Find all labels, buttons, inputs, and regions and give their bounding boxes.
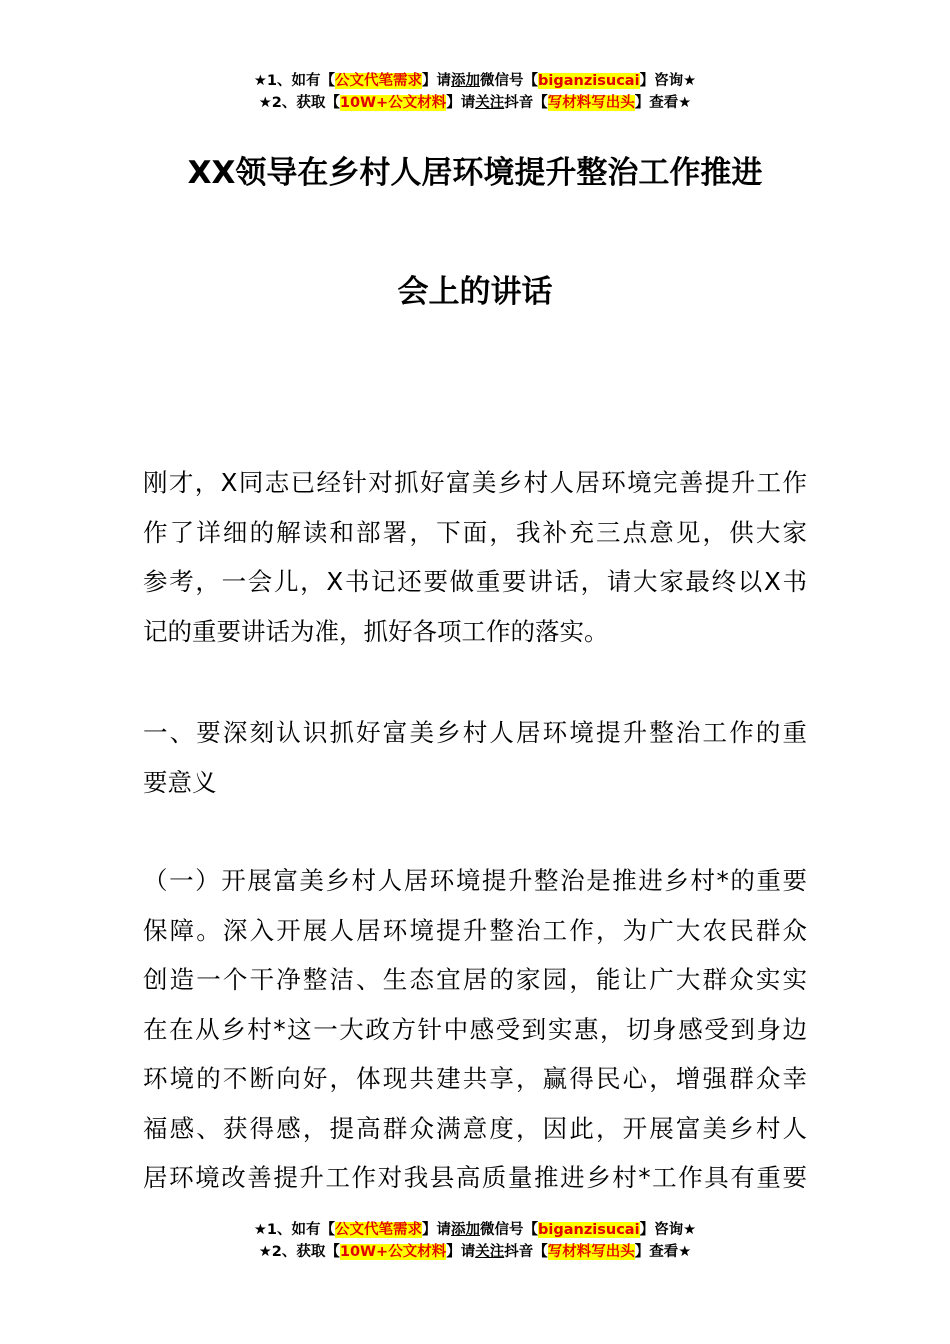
text-line: 保障。深入开展人居环境提升整治工作，为广大农民群众 xyxy=(143,915,807,945)
header-banner xyxy=(0,70,950,114)
banner-highlight: 公文代笔需求 xyxy=(335,73,423,89)
banner-highlight: 10W+公文材料 xyxy=(339,1244,447,1260)
banner-line-2: ★2、获取【10W+公文材料】请关注抖音【写材料写出头】查看★ xyxy=(258,1244,692,1260)
banner-wechat-id: biganzisucai xyxy=(538,1222,640,1238)
banner-line-1: ★1、如有【公文代笔需求】请添加微信号【biganzisucai】咨询★ xyxy=(253,1222,697,1238)
section-heading xyxy=(143,708,807,807)
text-line: 记的重要讲话为准，抓好各项工作的落实。 xyxy=(143,616,609,646)
banner-highlight: 10W+公文材料 xyxy=(339,95,447,111)
banner-douyin-id: 写材料写出头 xyxy=(547,95,635,111)
banner-wechat-id: biganzisucai xyxy=(538,73,640,89)
text-line: 一、要深刻认识抓好富美乡村人居环境提升整治工作的重 xyxy=(143,718,807,747)
banner-highlight: 公文代笔需求 xyxy=(335,1222,423,1238)
text-line: 创造一个干净整洁、生态宜居的家园，能让广大群众实实 xyxy=(143,965,807,994)
text-line: 刚才，X同志已经针对抓好富美乡村人居环境完善提升工作 xyxy=(143,468,807,497)
text-line: 作了详细的解读和部署，下面，我补充三点意见，供大家 xyxy=(143,517,807,547)
footer-banner xyxy=(0,1219,950,1263)
text-line: 在在从乡村*这一大政方针中感受到实惠，切身感受到身边 xyxy=(143,1014,807,1044)
document-title-line-2: 会上的讲话 xyxy=(397,274,553,310)
text-line: 环境的不断向好，体现共建共享，赢得民心，增强群众幸 xyxy=(143,1064,807,1093)
text-line: 福感、获得感，提高群众满意度，因此，开展富美乡村人 xyxy=(143,1113,807,1143)
banner-line-2: ★2、获取【10W+公文材料】请关注抖音【写材料写出头】查看★ xyxy=(258,95,692,111)
banner-line-1: ★1、如有【公文代笔需求】请添加微信号【biganzisucai】咨询★ xyxy=(253,73,697,89)
intro-paragraph xyxy=(143,458,807,656)
text-line: 居环境改善提升工作对我县高质量推进乡村*工作具有重要 xyxy=(143,1163,807,1192)
document-title-line-1: XX领导在乡村人居环境提升整治工作推进 xyxy=(187,155,763,191)
text-line: （一）开展富美乡村人居环境提升整治是推进乡村*的重要 xyxy=(143,866,807,895)
text-line: 参考，一会儿，X书记还要做重要讲话，请大家最终以X书 xyxy=(143,567,807,596)
banner-douyin-id: 写材料写出头 xyxy=(547,1244,635,1260)
text-line: 要意义 xyxy=(143,767,217,797)
subsection-paragraph xyxy=(143,856,807,1203)
